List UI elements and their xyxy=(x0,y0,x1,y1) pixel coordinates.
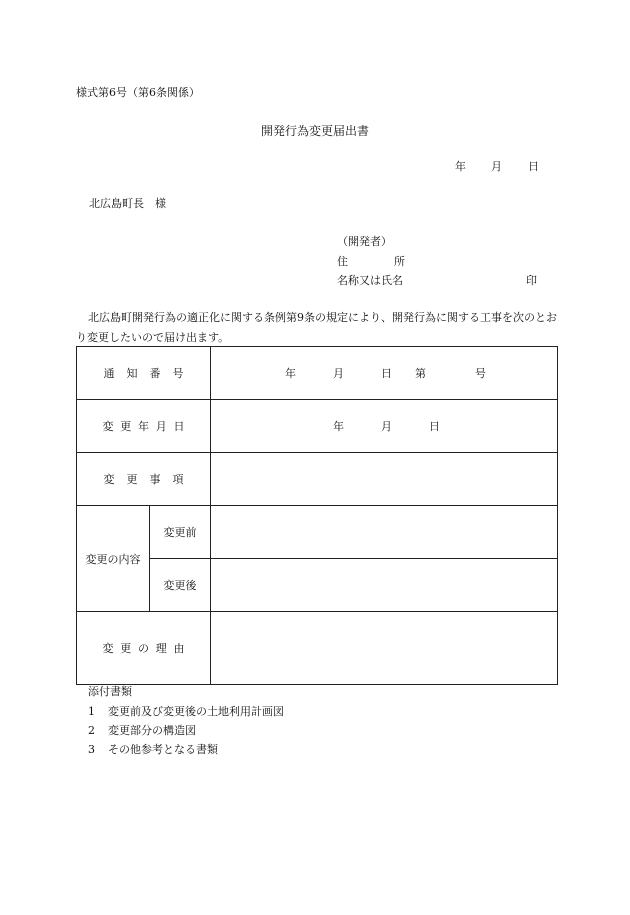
attachment-number: 1 xyxy=(88,705,95,718)
label-char: 変 xyxy=(102,420,114,433)
developer-label: （開発者） xyxy=(337,235,392,248)
change-before-row xyxy=(77,506,558,559)
reason-row xyxy=(77,612,558,685)
attachment-item xyxy=(88,706,284,717)
notice-day: 日 xyxy=(381,367,392,380)
attachment-number: 3 xyxy=(88,743,95,756)
label-char: 年 xyxy=(138,420,149,433)
after-field[interactable] xyxy=(211,559,558,612)
change-items-label xyxy=(77,453,211,506)
change-month: 月 xyxy=(381,420,392,433)
label-char: 号 xyxy=(172,367,184,380)
label-char: 更 xyxy=(120,420,132,433)
label-char: 日 xyxy=(173,420,185,433)
after-label: 変更後 xyxy=(150,559,211,612)
label-char: 変 xyxy=(102,642,114,655)
change-day: 日 xyxy=(429,420,440,433)
change-items-field[interactable] xyxy=(211,453,558,506)
change-form-table xyxy=(76,346,558,685)
date-day-label: 日 xyxy=(528,160,539,173)
notice-no-prefix: 第 xyxy=(415,367,426,380)
label-char: の xyxy=(138,642,149,655)
reason-label xyxy=(77,612,211,685)
seal-mark: 印 xyxy=(526,274,537,287)
attachment-number: 2 xyxy=(88,724,95,737)
document-title: 開発行為変更届出書 xyxy=(260,124,369,138)
attachment-text: 変更部分の構造図 xyxy=(108,724,196,737)
before-label: 変更前 xyxy=(150,506,211,559)
label-char: 事 xyxy=(149,473,161,486)
statement-text: 北広島町開発行為の適正化に関する条例第9条の規定により、開発行為に関する工事を次のとおり変更したいので届け出ます。 xyxy=(76,311,557,344)
label-char: 月 xyxy=(155,420,167,433)
notice-number-field[interactable] xyxy=(211,347,558,400)
address-char-2: 所 xyxy=(394,255,405,268)
change-date-field[interactable] xyxy=(211,400,558,453)
change-content-label: 変更の内容 xyxy=(77,506,150,612)
date-month-label: 月 xyxy=(491,160,502,173)
label-char: 知 xyxy=(126,367,138,380)
addressee: 北広島町長 様 xyxy=(89,197,166,210)
before-field[interactable] xyxy=(211,506,558,559)
label-char: 由 xyxy=(173,642,185,655)
reason-field[interactable] xyxy=(211,612,558,685)
address-char-1: 住 xyxy=(337,255,348,268)
notice-no-suffix: 号 xyxy=(475,367,486,380)
label-char: 更 xyxy=(126,473,138,486)
change-date-row xyxy=(77,400,558,453)
label-char: 項 xyxy=(172,473,184,486)
label-char: 通 xyxy=(103,367,115,380)
attachment-text: その他参考となる書類 xyxy=(108,743,218,756)
address-label xyxy=(337,256,405,267)
label-char: 変 xyxy=(103,473,115,486)
attachments-title: 添付書類 xyxy=(88,685,132,698)
name-label: 名称又は氏名 xyxy=(337,274,403,287)
label-char: 番 xyxy=(149,367,161,380)
change-year: 年 xyxy=(333,420,344,433)
attachment-text: 変更前及び変更後の土地利用計画図 xyxy=(108,705,284,718)
attachment-item xyxy=(88,744,218,755)
notice-year: 年 xyxy=(285,367,296,380)
date-year-label: 年 xyxy=(455,160,466,173)
notice-number-label xyxy=(77,347,211,400)
label-char: 更 xyxy=(120,642,132,655)
notice-month: 月 xyxy=(333,367,344,380)
change-date-label xyxy=(77,400,211,453)
form-reference: 様式第6号（第6条関係） xyxy=(76,86,200,99)
attachment-item xyxy=(88,725,196,736)
notice-number-row xyxy=(77,347,558,400)
change-after-row xyxy=(77,559,558,612)
label-char: 理 xyxy=(155,642,167,655)
change-items-row xyxy=(77,453,558,506)
